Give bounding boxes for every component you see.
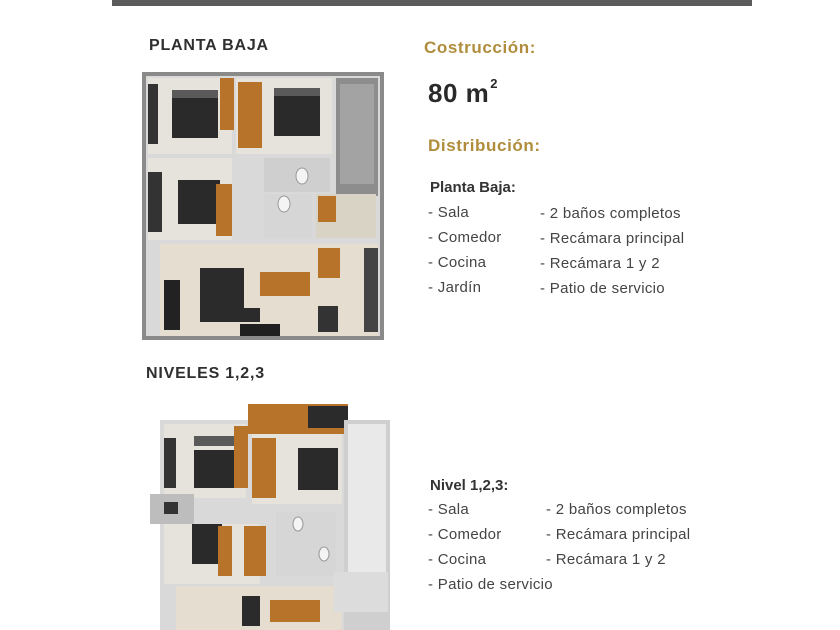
distribution-label: Distribución: — [428, 136, 541, 155]
levels-list-col2 — [546, 497, 690, 572]
ground-floor-title: PLANTA BAJA — [149, 37, 269, 54]
ground-heading: Planta Baja: — [430, 179, 516, 196]
list-item: - Patio de servicio — [428, 576, 553, 593]
area-value — [428, 78, 498, 109]
ground-list-col1 — [428, 200, 502, 300]
construction-label: Costrucción: — [424, 38, 537, 57]
list-item: - Sala — [428, 204, 469, 221]
list-item: - 2 baños completos — [546, 501, 687, 518]
levels-heading: Nivel 1,2,3: — [430, 477, 509, 494]
area-number: 80 m — [428, 78, 490, 108]
list-item: - Jardín — [428, 279, 482, 296]
levels-list-col1 — [428, 497, 553, 597]
list-item: - Recámara 1 y 2 — [540, 255, 660, 272]
list-item: - Patio de servicio — [540, 280, 665, 297]
top-bar — [112, 0, 752, 6]
list-item: - Cocina — [428, 254, 487, 271]
ground-floor-plan-image — [142, 72, 384, 340]
list-item: - Recámara 1 y 2 — [546, 551, 666, 568]
ground-list-col2 — [540, 201, 684, 301]
list-item: - Recámara principal — [540, 230, 685, 247]
area-unit-superscript: 2 — [490, 76, 498, 92]
list-item: - Cocina — [428, 551, 487, 568]
levels-title: NIVELES 1,2,3 — [146, 365, 265, 382]
list-item: - Comedor — [428, 229, 502, 246]
list-item: - Sala — [428, 501, 469, 518]
list-item: - Recámara principal — [546, 526, 691, 543]
list-item: - Comedor — [428, 526, 502, 543]
list-item: - 2 baños completos — [540, 205, 681, 222]
levels-floor-plan-image — [148, 404, 392, 630]
